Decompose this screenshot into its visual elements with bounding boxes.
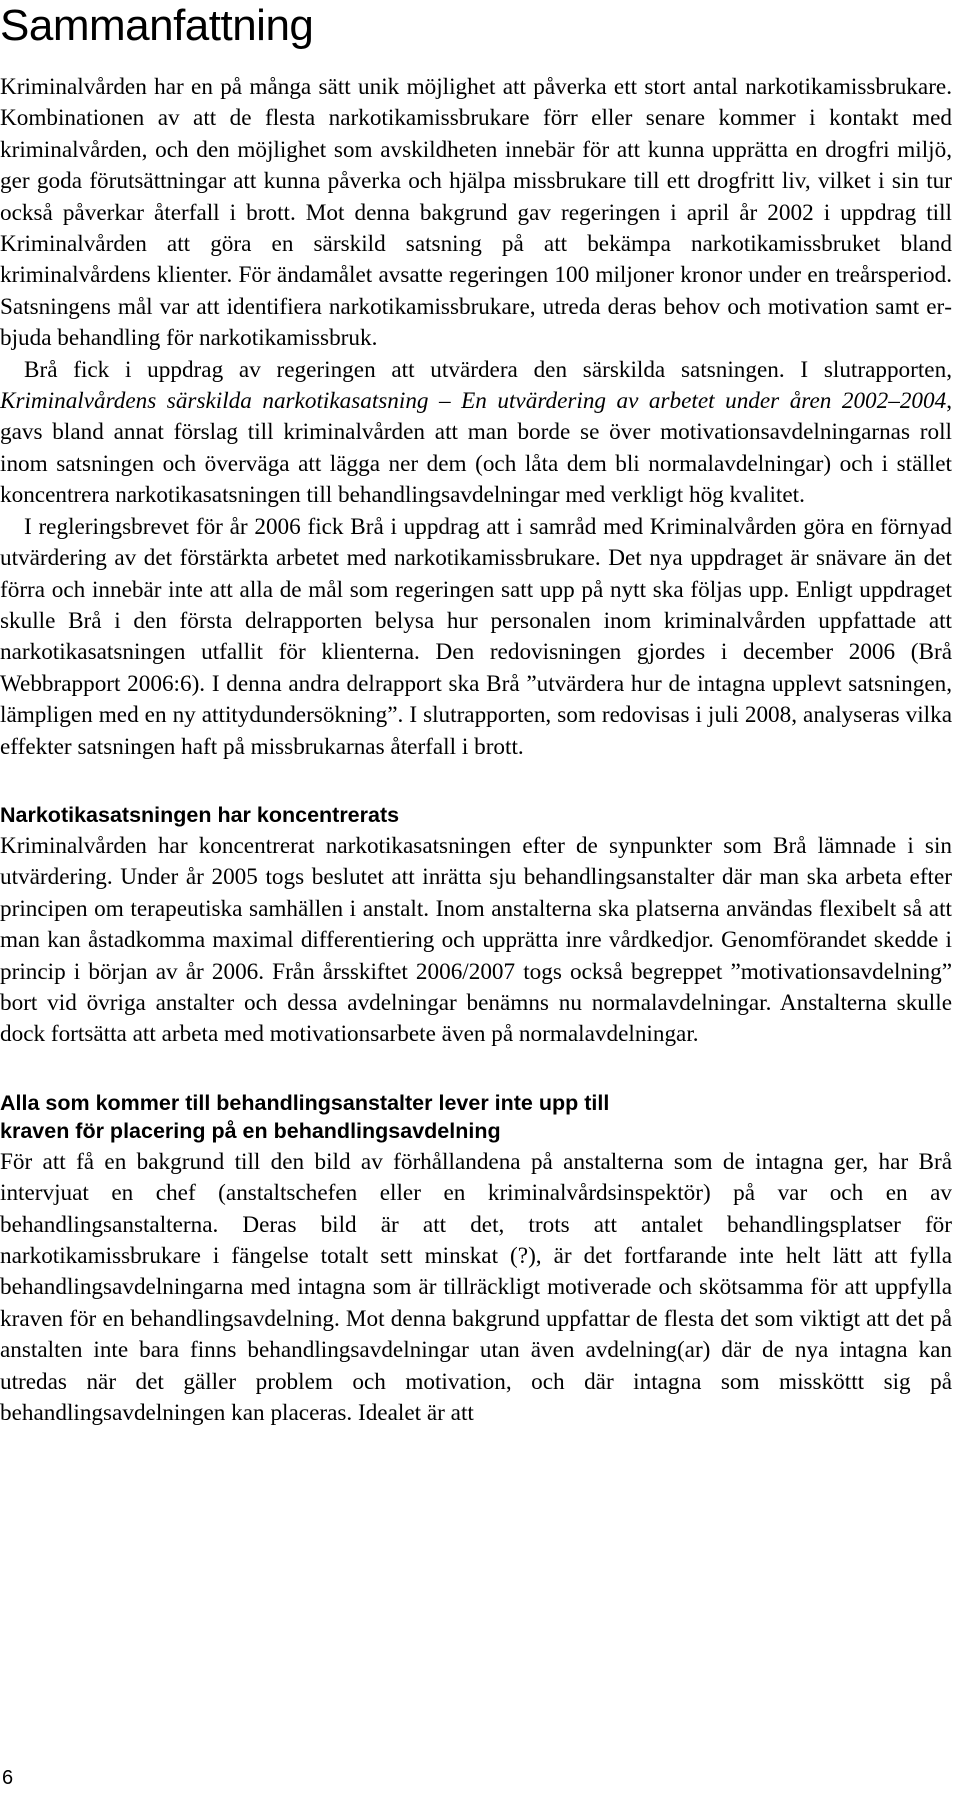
paragraph-requirements: För att få en bakgrund till den bild av förhållandena på anstalterna som de intagna ger, har Brå intervjuat en chef (anstaltschefen eller en kriminalvårdsinspektör) på var och en av behandlingsanstalterna. Deras bild är att det, trots att antalet behandlingsplatser för narkotikamissbrukare i fängelse totalt sett minskat (?), är det fortfarande inte helt lätt att fylla behandlingsavdelningarna med intagna som är tillräckligt motiverade och skötsamma för att uppfylla kraven för en behandlingsavdelning. Mot denna bakgrund uppfattar de flesta det som viktigt att det på anstalten inte bara finns behandlingsavdelningar utan även avdelning(ar) där de nya intagna kan utredas när det gäller problem och motivation, och där intagna som missköttt sig på behandlingsavdelningen kan placeras. Idealet är att bbox=[0, 1148, 952, 1427]
section-heading-concentrated: Narkotikasatsningen har koncentrerats bbox=[0, 802, 400, 827]
section-heading-requirements-line1: Alla som kommer till behandlingsanstalter lever inte upp till bbox=[0, 1090, 610, 1115]
document-body bbox=[0, 72, 952, 1429]
paragraph-regulation: I regleringsbrevet för år 2006 fick Brå i uppdrag att i samråd med Kriminalvården göra en förnyad utvärdering av det förstärkta arbetet med narkotikamissbrukare. Det nya uppdraget är snävare än det förra och innebär inte att alla de mål som regeringen satt upp på nytt ska följas upp. Enligt uppdraget skulle Brå i den första delrapporten belysa hur personalen inom kriminalvården uppfattade att narkotikasatsningen utfallit för klienterna. Den redovisningen gjordes i december 2006 (Brå Webbrapport 2006:6). I denna andra delrapport ska Brå ”utvärdera hur de intagna upplevt satsningen, lämpligen med en ny attitydundersökning”. I slutrapporten, som redovisas i juli 2008, analyseras vilka effekter satsningen haft på missbrukarnas återfall i brott. bbox=[0, 513, 952, 760]
page-number: 6 bbox=[2, 1767, 14, 1789]
paragraph-intro: Kriminalvården har en på många sätt unik möjlighet att påverka ett stort antal narkotikamissbrukare. Kombinationen av att de flesta narkotikamissbrukare förr eller senare kommer i kontakt med kriminalvården, och den möjlighet som avskildheten innebär för att kunna upprätta en drogfri miljö, ger goda förutsättningar att kunna påverka och hjälpa missbrukare till ett drogfritt liv, vilket i sin tur också påverkar återfall i brott. Mot denna bakgrund gav regeringen i april år 2002 i uppdrag till Kriminalvården att göra en särskild satsning på att bekämpa narkotikamissbruket bland kriminalvårdens klienter. För ändamålet avsatte regeringen 100 miljoner kronor under en treårsperiod. Satsningens mål var att identifiera narkotikamissbrukare, utreda deras behov och motivation samt erbjuda behandling för narkotikamissbruk. bbox=[0, 74, 952, 352]
page-title: Sammanfattning bbox=[0, 1, 314, 50]
section-heading-requirements bbox=[0, 1089, 952, 1145]
section-heading-requirements-line2: kraven för placering på en behandlingsavdelning bbox=[0, 1118, 501, 1143]
report-title-italic: Kriminalvårdens särskilda narkotikasatsning – En utvärdering av arbetet under åren 2002–2004 bbox=[0, 388, 947, 415]
paragraph-evaluation bbox=[0, 355, 952, 512]
paragraph-concentrated: Kriminalvården har koncentrerat narkotikasatsningen efter de synpunkter som Brå lämnade i sin utvärdering. Under år 2005 togs beslutet att inrätta sju behandlingsanstalter där man ska arbeta efter principen om terapeutiska samhällen i anstalt. Inom anstalterna ska platserna användas flexibelt så att man kan åstadkomma maximal differentiering och upprätta inre vårdkedjor. Genomförandet skedde i princip i början av år 2006. Från årsskiftet 2006/2007 togs också begreppet ”motivationsavdelning” bort vid övriga anstalter och dessa avdelningar benämns nu normalavdelningar. Anstalterna skulle dock fortsätta att arbeta med motivationsarbete även på normalavdelningar. bbox=[0, 832, 952, 1048]
paragraph-evaluation-text-a: Brå fick i uppdrag av regeringen att utvärdera den särskilda satsningen. I slutrapporten, bbox=[24, 356, 952, 383]
paragraph-evaluation-text-b: , gavs bland annat förslag till kriminalvården att man borde se över motivationsavdelningarnas roll inom satsningen och överväga att lägga ner dem (och låta dem bli normalavdelningar) och i stället koncentrera narkotikasatsningen till behandlingsavdelningar med verkligt hög kvalitet. bbox=[0, 388, 952, 509]
